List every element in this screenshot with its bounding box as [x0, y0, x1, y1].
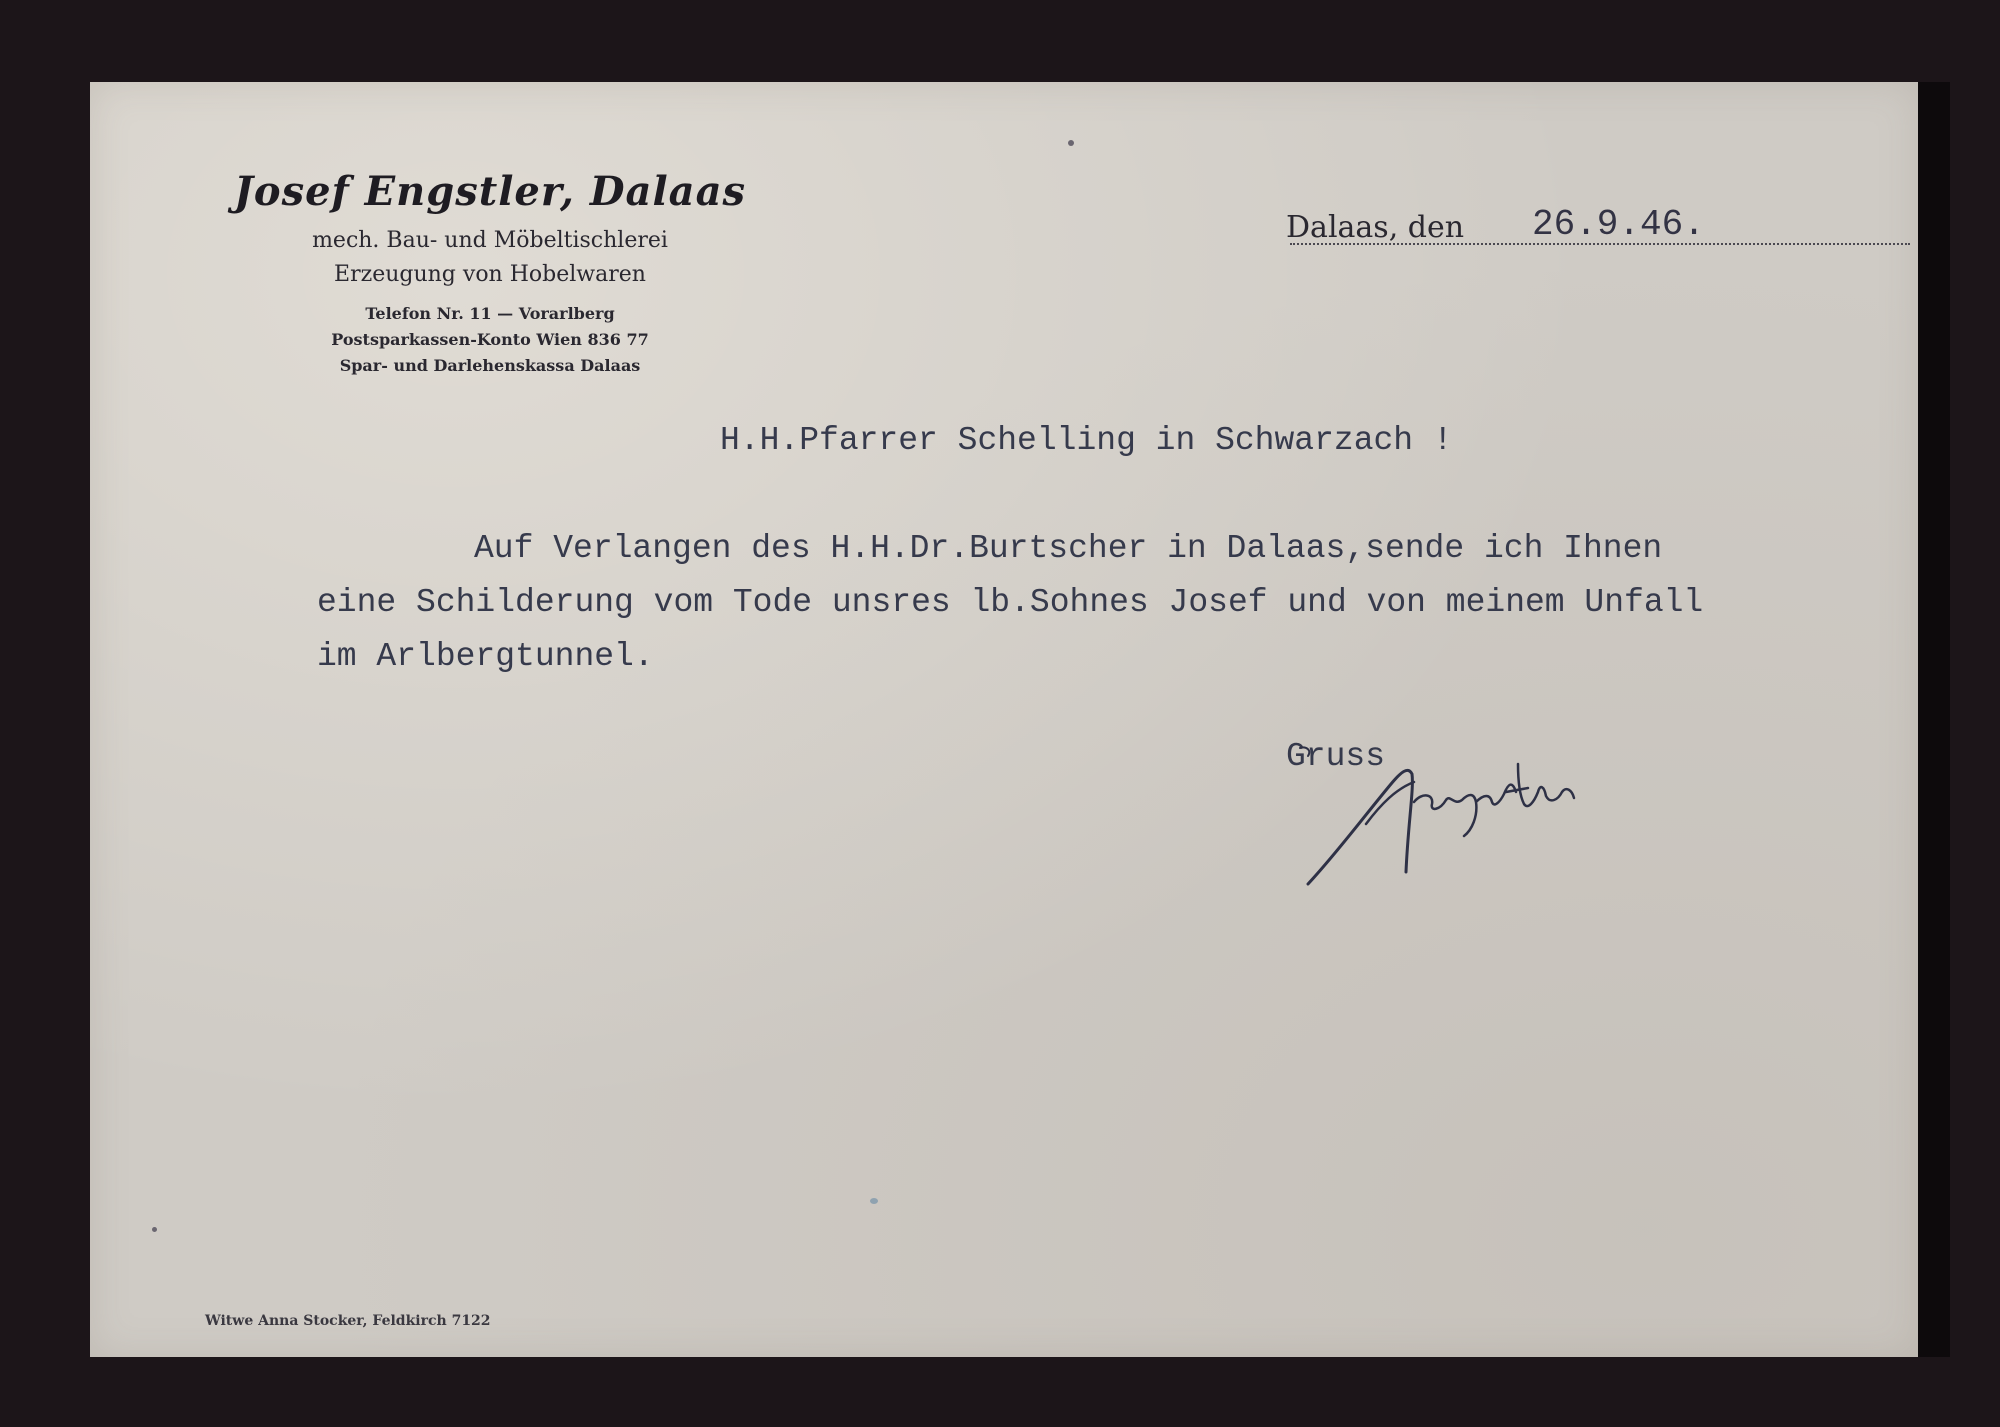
dateline-date: 26.9.46.: [1532, 204, 1705, 245]
letterhead-bank-account: Postsparkassen-Konto Wien 836 77: [331, 330, 649, 349]
dateline-dotted-rule: [1290, 243, 1910, 245]
letterhead-trade: mech. Bau- und Möbeltischlerei: [312, 228, 668, 253]
letterhead-company-name: Josef Engstler, Dalaas: [233, 168, 747, 215]
paper-speck: [1068, 140, 1074, 146]
letter-body-line: Auf Verlangen des H.H.Dr.Burtscher in Dalaas,sende ich Ihnen: [474, 530, 1663, 567]
letterhead-products: Erzeugung von Hobelwaren: [334, 262, 646, 287]
letter-paper: [90, 82, 1918, 1357]
letter-closing: Gruss: [1286, 738, 1386, 775]
printer-imprint: Witwe Anna Stocker, Feldkirch 7122: [205, 1313, 491, 1329]
letterhead-phone: Telefon Nr. 11 — Vorarlberg: [365, 304, 615, 323]
paper-speck: [152, 1227, 157, 1232]
dateline-place: Dalaas, den: [1286, 210, 1465, 245]
letter-salutation: H.H.Pfarrer Schelling in Schwarzach !: [720, 422, 1453, 459]
letter-body-line: im Arlbergtunnel.: [317, 638, 654, 675]
letter-body-line: eine Schilderung vom Tode unsres lb.Sohnes Josef und von meinem Unfall: [317, 584, 1704, 621]
letterhead-savings-bank: Spar- und Darlehenskassa Dalaas: [339, 356, 641, 375]
paper-speck: [870, 1198, 878, 1204]
handwritten-signature: [1296, 744, 1636, 894]
paper-shadow: [1914, 82, 1950, 1357]
